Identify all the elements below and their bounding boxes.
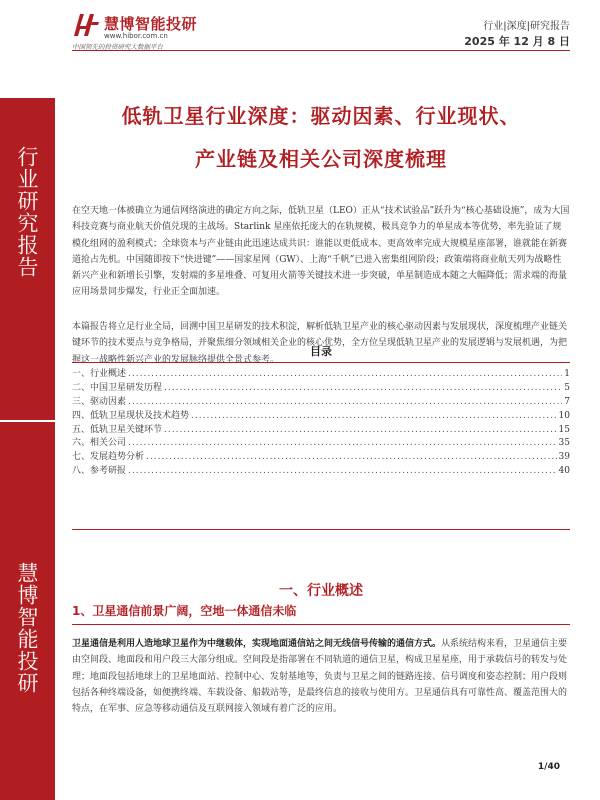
toc-list [72, 366, 570, 477]
logo-name: 慧博智能投研 [104, 15, 198, 33]
logo [72, 10, 272, 50]
toc-item-page: 10 [558, 410, 570, 421]
report-type: 行业|深度|研究报告 [483, 21, 570, 32]
intro-paragraph-2: 本篇报告将立足行业全局，回溯中国卫星研发的技术积淀，解析低轨卫星产业的核心驱动因素与发展现状，深度梳理产业链关键环节的技术要点与竞争格局，并聚焦细分领域相关企业的核心优势，全方位呈现低轨卫星产业的发展逻辑与发展机遇，为把握这一战略性新兴产业的发展脉络提供全景式参考。 [72, 322, 568, 365]
header-divider [72, 50, 570, 51]
toc-item-leader [128, 369, 562, 379]
logo-mark-icon [72, 12, 100, 38]
section-paragraph [72, 636, 570, 717]
toc-item-label: 四、低轨卫星现状及技术趋势 [72, 410, 190, 421]
toc-item-leader [164, 425, 557, 435]
toc-item-page: 40 [558, 466, 570, 477]
toc-item-leader [128, 438, 557, 448]
intro-paragraph-1: 在空天地一体被确立为通信网络演进的确定方向之际，低轨卫星（LEO）正从“技术试验品”跃升为“核心基础设施”，成为大国科技竞赛与商业航天价值兑现的主战场。Starlink 星座依托庞大的在轨规模、极具竞争力的单星成本等优势，率先验证了规模化组网的盈利模式；全球资本与产业链由此迅速达成共识：谁能以更低成本、更高效率完成大规模星座部署，谁就能在新赛道抢占先机。中国随即按下“快进键”——国家星网（GW）、上海“千帆”已进入密集组网阶段；政策端将商业航天列为战略性新兴产业和新增长引擎，发射端的多星堆叠、可复用火箭等关键技术进一步突破，单星制造成本随之大幅降低；需求端的海量应用场景同步爆发，行业正全面加速。 [72, 206, 570, 298]
toc-item[interactable] [72, 435, 570, 449]
toc-item-leader [164, 383, 562, 393]
toc-divider-top [72, 362, 570, 363]
toc-item-leader [128, 397, 562, 407]
toc-item-leader [128, 466, 557, 476]
logo-slogan: 中国领先的投资研究大数据平台 [72, 43, 163, 51]
sidebar-label-bottom: 慧博智能投研 [15, 562, 39, 694]
report-date: 2025 年 12 月 8 日 [464, 35, 570, 48]
toc-item[interactable] [72, 422, 570, 436]
toc-item-label: 八、参考研报 [72, 466, 127, 477]
toc-item-page: 35 [558, 438, 570, 449]
report-title-line2: 产业链及相关公司深度梳理 [195, 147, 447, 171]
toc-item[interactable] [72, 463, 570, 477]
sidebar-label-top: 行业研究报告 [15, 146, 39, 278]
toc-item-page: 7 [564, 396, 570, 407]
toc-item-page: 5 [564, 382, 570, 393]
logo-url: www.hibor.com.cn [104, 32, 168, 40]
toc-item-page: 39 [558, 452, 570, 463]
toc-item-leader [146, 452, 557, 462]
toc-item[interactable] [72, 366, 570, 380]
toc-title: 目录 [310, 345, 332, 358]
toc-item[interactable] [72, 449, 570, 463]
toc-item-page: 1 [564, 369, 570, 379]
subtitle-divider [72, 624, 570, 625]
toc-item[interactable] [72, 408, 570, 422]
section-paragraph-body: 从系统结构来看，卫星通信主要由空间段、地面段和用户段三大部分组成。空间段是指部署在不同轨道的通信卫星，构成卫星星座，用于承载信号的转发与处理；地面段包括地球上的卫星地面站、控制中心、发射基地等，负责与卫星之间的链路连接、信号调度和姿态控制；用户段则包括各种终端设备，如便携终端、车载设备、船载站等，是最终信息的接收与使用方。卫星通信具有可靠性高、覆盖范围大的特点，在军事、应急等移动通信及互联网接入领域有着广泛的应用。 [72, 639, 568, 715]
toc-item-label: 七、发展趋势分析 [72, 452, 145, 463]
toc-divider-bottom [72, 529, 570, 530]
toc-item-page: 15 [558, 424, 570, 435]
sidebar [0, 0, 55, 800]
toc-item-label: 三、驱动因素 [72, 396, 127, 407]
toc-item-label: 二、中国卫星研发历程 [72, 382, 163, 393]
section-title: 一、行业概述 [279, 583, 363, 599]
toc-item-label: 五、低轨卫星关键环节 [72, 424, 163, 435]
page-number: 1/40 [537, 762, 560, 772]
toc-item-leader [191, 411, 557, 421]
toc-item-label: 一、行业概述 [72, 369, 127, 379]
section-subtitle: 1、卫星通信前景广阔，空地一体通信未临 [72, 604, 297, 618]
report-title-line1: 低轨卫星行业深度：驱动因素、行业现状、 [121, 104, 521, 128]
toc-item-label: 六、相关公司 [72, 438, 127, 449]
toc-item[interactable] [72, 380, 570, 394]
toc-item[interactable] [72, 394, 570, 408]
section-paragraph-lead: 卫星通信是利用人造地球卫星作为中继载体，实现地面通信站之间无线信号传输的通信方式。 [72, 639, 442, 649]
